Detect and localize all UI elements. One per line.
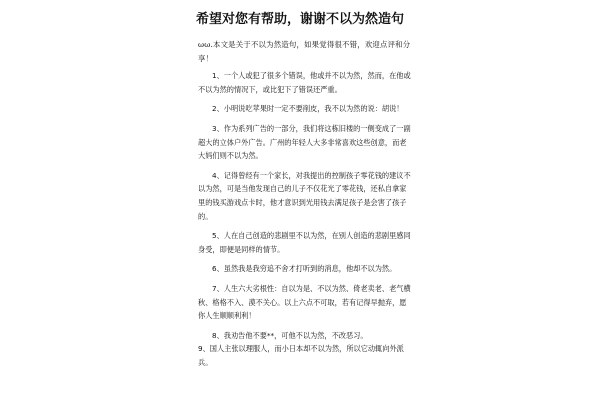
paragraph-9: 9、国人主张以理服人，而小日本却不以为然，所以它动辄向外派兵。 (198, 344, 404, 367)
paragraph-7: 7、人生六大劣根性：自以为是、不以为然、倚老卖老、老气横秋、格格不入、漠不关心。以上六点不可取，若有记得早抛弃，愿你人生顺顺利利！ (198, 283, 411, 321)
paragraph-5: 5、人在自己创造的悲剧里不以为然，在别人创造的悲剧里感同身受，即便是同样的情节。 (198, 231, 411, 254)
paragraph-4: 4、记得曾经有一个家长，对我提出的控制孩子零花钱的建议不以为然，可是当他发现自己的儿子不仅花光了零花钱，还私自拿家里的钱买游戏点卡时，他才意识到光用钱去满足孩子是会害了孩子的。 (198, 170, 411, 221)
paragraph-3: 3、作为系列广告的一部分，我们将这栋旧楼的一侧变成了一副超大的立体户外广告。广州的年轻人大多非常喜欢这些创意，而老大妈们则不以为然。 (198, 123, 411, 161)
paragraph-1: 1、一个人或犯了很多个错误，他或并不以为然，然而，在他或不以为然的情况下，或比犯下了错误还严重。 (198, 71, 411, 94)
paragraph-6: 6、虽然我是我穷追不舍才打听到的消息，他却不以为然。 (212, 264, 397, 274)
document-body (198, 38, 412, 369)
document-title: 希望对您有帮助，谢谢不以为然造句 (195, 12, 404, 27)
paragraph-8: 8、我劝告他不要**，可他不以为然，不改恶习。 (212, 330, 368, 340)
intro-paragraph: ωω.本文是关于不以为然造句，如果觉得很不错，欢迎点评和分享！ (198, 40, 411, 63)
paragraph-2: 2、小明说吃苹果时一定不要削皮，我不以为然的说：胡说！ (212, 104, 404, 114)
